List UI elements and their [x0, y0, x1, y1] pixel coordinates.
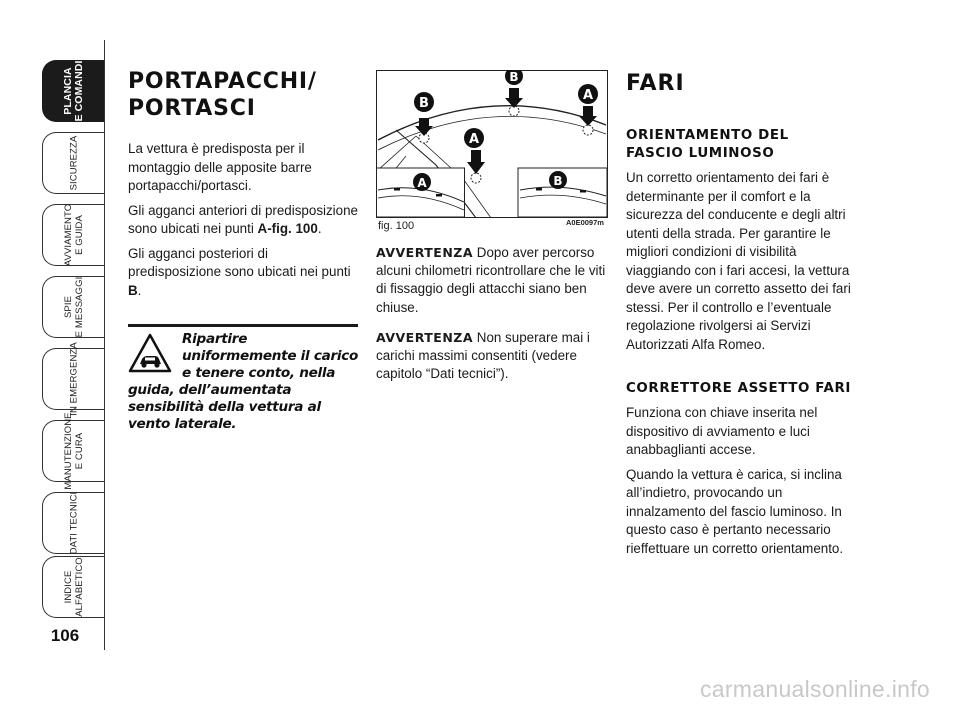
paragraph: Un corretto orientamento dei fari è determinante per il comfort e la sicurezza del conducente e degli altri utenti della strada. Per garantire le migliori condizioni di visibilità viaggiando con i fari accesi, la vettura deve avere un corretto assetto dei fari stessi. Per il controllo e l’eventuale regolazione rivolgersi ai Servizi Autorizzati Alfa Romeo.	[626, 170, 851, 352]
section-title: PORTAPACCHI/ PORTASCI	[128, 69, 317, 121]
page-number: 106	[50, 626, 80, 645]
text: .	[137, 282, 142, 298]
tab-avviamento-e-guida[interactable]	[42, 204, 104, 266]
car-warning-icon	[128, 333, 172, 373]
text: Gli agganci anteriori di predisposizione sono ubicati nei punti	[128, 202, 359, 236]
point-label-b: B	[419, 96, 429, 111]
tab-in-emergenza[interactable]	[42, 342, 104, 416]
point-reference: B	[128, 282, 138, 298]
tab-label: DATI TECNICI	[68, 491, 79, 555]
notice-paragraph	[376, 244, 608, 317]
notices-section	[376, 244, 608, 395]
paragraph	[128, 245, 360, 301]
figure-reference: A-fig. 100	[257, 221, 318, 236]
paragraph	[128, 202, 360, 239]
paragraph: La vettura è predisposta per il montaggio delle apposite barre portapacchi/portasci.	[128, 141, 312, 193]
tab-label: INDICE ALFABETICO	[62, 557, 85, 617]
tab-plancia-e-comandi[interactable]	[42, 60, 104, 122]
warning-rule	[128, 324, 358, 327]
notice-label: AVVERTENZA	[376, 329, 474, 345]
tab-label: IN EMERGENZA	[68, 342, 79, 416]
headlights-section	[626, 70, 858, 564]
tab-spie-e-messaggi[interactable]	[42, 276, 104, 338]
notice-paragraph	[376, 329, 608, 384]
paragraph: Funziona con chiave inserita nel dispositivo di avviamento e luci anabbaglianti accese.	[626, 405, 818, 457]
figure-caption: fig. 100	[378, 220, 415, 232]
point-label-b: B	[553, 174, 563, 188]
watermark: carmanualsonline.info	[699, 676, 930, 702]
figure-roof-attachments	[376, 70, 608, 218]
tab-indice-alfabetico[interactable]	[42, 556, 104, 618]
text: .	[317, 221, 322, 236]
point-label-a: A	[582, 88, 594, 103]
warning-box	[128, 324, 360, 433]
paragraph: Quando la vettura è carica, si inclina all’indietro, provocando un innalzamento del fascio luminoso. In questo caso è pertanto necessario rieffettuare un corretto orientamento.	[626, 466, 844, 556]
notice-label: AVVERTENZA	[376, 245, 474, 260]
notice-text: Dopo aver percorso alcuni chilometri ricontrollare che le viti di fissaggio degli attacchi siano ben chiuse.	[376, 245, 606, 315]
tab-label: PLANCIA E COMANDI	[61, 60, 85, 122]
text: Gli agganci posteriori di predisposizione sono ubicati nei punti	[128, 245, 351, 279]
warning-text: Ripartire uniformemente il carico e tenere conto, nella guida, dell’aumentata sensibilità della vettura al vento laterale.	[128, 331, 359, 432]
section-tabs	[38, 0, 108, 709]
tab-label: SICUREZZA	[68, 135, 79, 191]
point-label-a: A	[468, 132, 480, 147]
figure-code: A0E0097m	[566, 218, 604, 227]
tab-dati-tecnici[interactable]	[42, 492, 104, 554]
point-label-a: A	[417, 176, 427, 190]
roof-rack-section	[128, 68, 360, 306]
tab-sicurezza[interactable]	[42, 132, 104, 194]
notice-text: Non superare mai i carichi massimi consentiti (vedere capitolo “Dati tecnici”).	[376, 329, 590, 382]
subheading-orientation: ORIENTAMENTO DEL FASCIO LUMINOSO	[626, 128, 789, 161]
point-label-b: B	[509, 70, 519, 84]
tab-label: SPIE E MESSAGGI	[62, 276, 85, 338]
section-title: FARI	[626, 71, 685, 96]
tab-divider-line	[104, 40, 105, 650]
tab-manutenzione-e-cura[interactable]	[42, 412, 104, 490]
tab-label: AVVIAMENTO E GUIDA	[62, 203, 85, 267]
subheading-headlight-corrector: CORRETTORE ASSETTO FARI	[626, 381, 851, 396]
tab-label: MANUTENZIONE E CURA	[62, 412, 85, 490]
